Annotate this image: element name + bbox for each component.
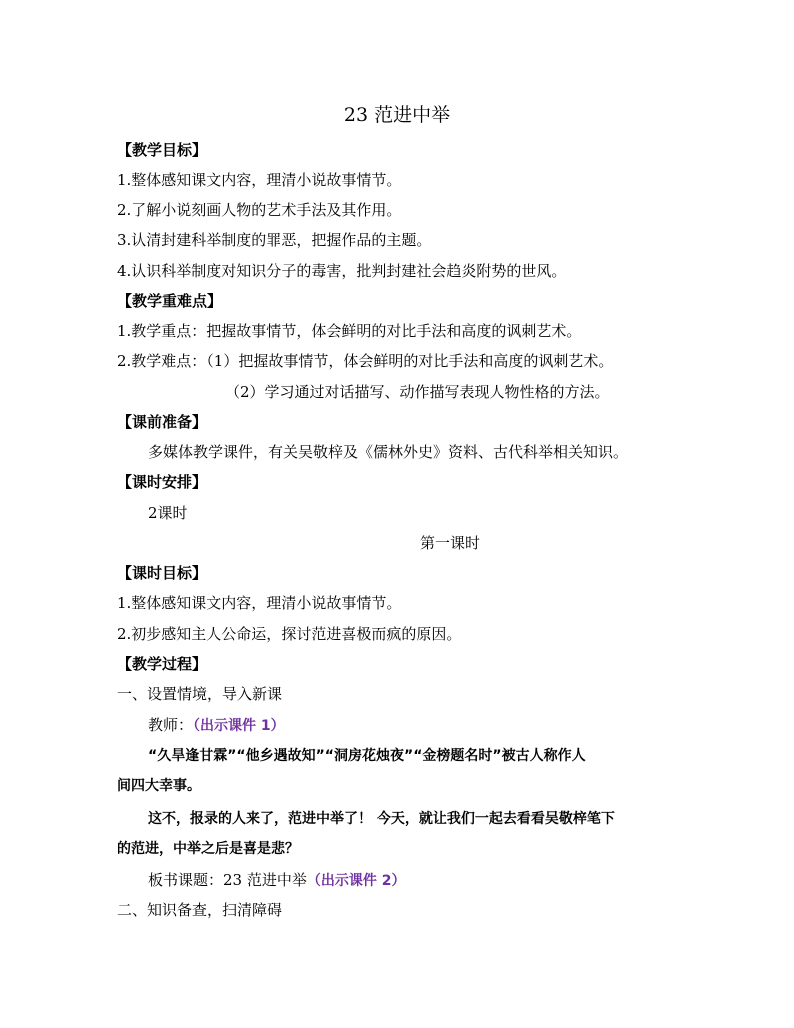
lesson-goal-item: 2.初步感知主人公命运，探讨范进喜极而疯的原因。	[117, 625, 462, 643]
step-heading: 二、知识备查，扫清障碍	[117, 901, 283, 919]
step-heading: 一、设置情境，导入新课	[117, 685, 283, 703]
prep-heading: 【课前准备】	[117, 413, 208, 431]
teacher-label: 教师：	[148, 716, 194, 734]
key-point-item: 2.教学难点：（1）把握故事情节，体会鲜明的对比手法和高度的讽刺艺术。	[117, 352, 614, 370]
board-label: 板书课题：23 范进中举	[148, 871, 307, 889]
lesson-goal-item: 1.整体感知课文内容，理清小说故事情节。	[117, 594, 402, 612]
goal-item: 3.认清封建科举制度的罪恶，把握作品的主题。	[117, 231, 432, 249]
lesson-title: 第一课时	[420, 534, 481, 552]
prep-text: 多媒体教学课件，有关吴敬梓及《儒林外史》资料、古代科举相关知识。	[148, 443, 629, 461]
quote-line: 间四大幸事。	[117, 778, 201, 794]
key-points-heading: 【教学重难点】	[117, 292, 223, 310]
goal-item: 2.了解小说刻画人物的艺术手法及其作用。	[117, 201, 402, 219]
page-title: 23 范进中举	[343, 104, 451, 126]
goal-item: 1.整体感知课文内容，理清小说故事情节。	[117, 171, 402, 189]
schedule-heading: 【课时安排】	[117, 473, 208, 491]
board-line	[148, 870, 405, 891]
paragraph-line: 这不，报录的人来了，范进中举了！ 今天，就让我们一起去看看吴敬梓笔下	[148, 811, 615, 827]
schedule-text: 2课时	[148, 504, 188, 522]
courseware-note: （出示课件 2）	[306, 873, 406, 889]
key-point-subitem: （2）学习通过对话描写、动作描写表现人物性格的方法。	[225, 383, 610, 401]
teacher-line	[148, 715, 285, 736]
goals-heading: 【教学目标】	[117, 141, 208, 159]
key-point-item: 1.教学重点：把握故事情节，体会鲜明的对比手法和高度的讽刺艺术。	[117, 322, 582, 340]
process-heading: 【教学过程】	[117, 655, 208, 673]
courseware-note: （出示课件 1）	[193, 718, 285, 734]
lesson-goals-heading: 【课时目标】	[117, 564, 208, 582]
goal-item: 4.认识科举制度对知识分子的毒害，批判封建社会趋炎附势的世风。	[117, 262, 567, 280]
quote-line: “久旱逢甘霖”“他乡遇故知”“洞房花烛夜”“金榜题名时”被古人称作人	[148, 748, 586, 764]
paragraph-line: 的范进，中举之后是喜是悲？	[117, 841, 299, 857]
